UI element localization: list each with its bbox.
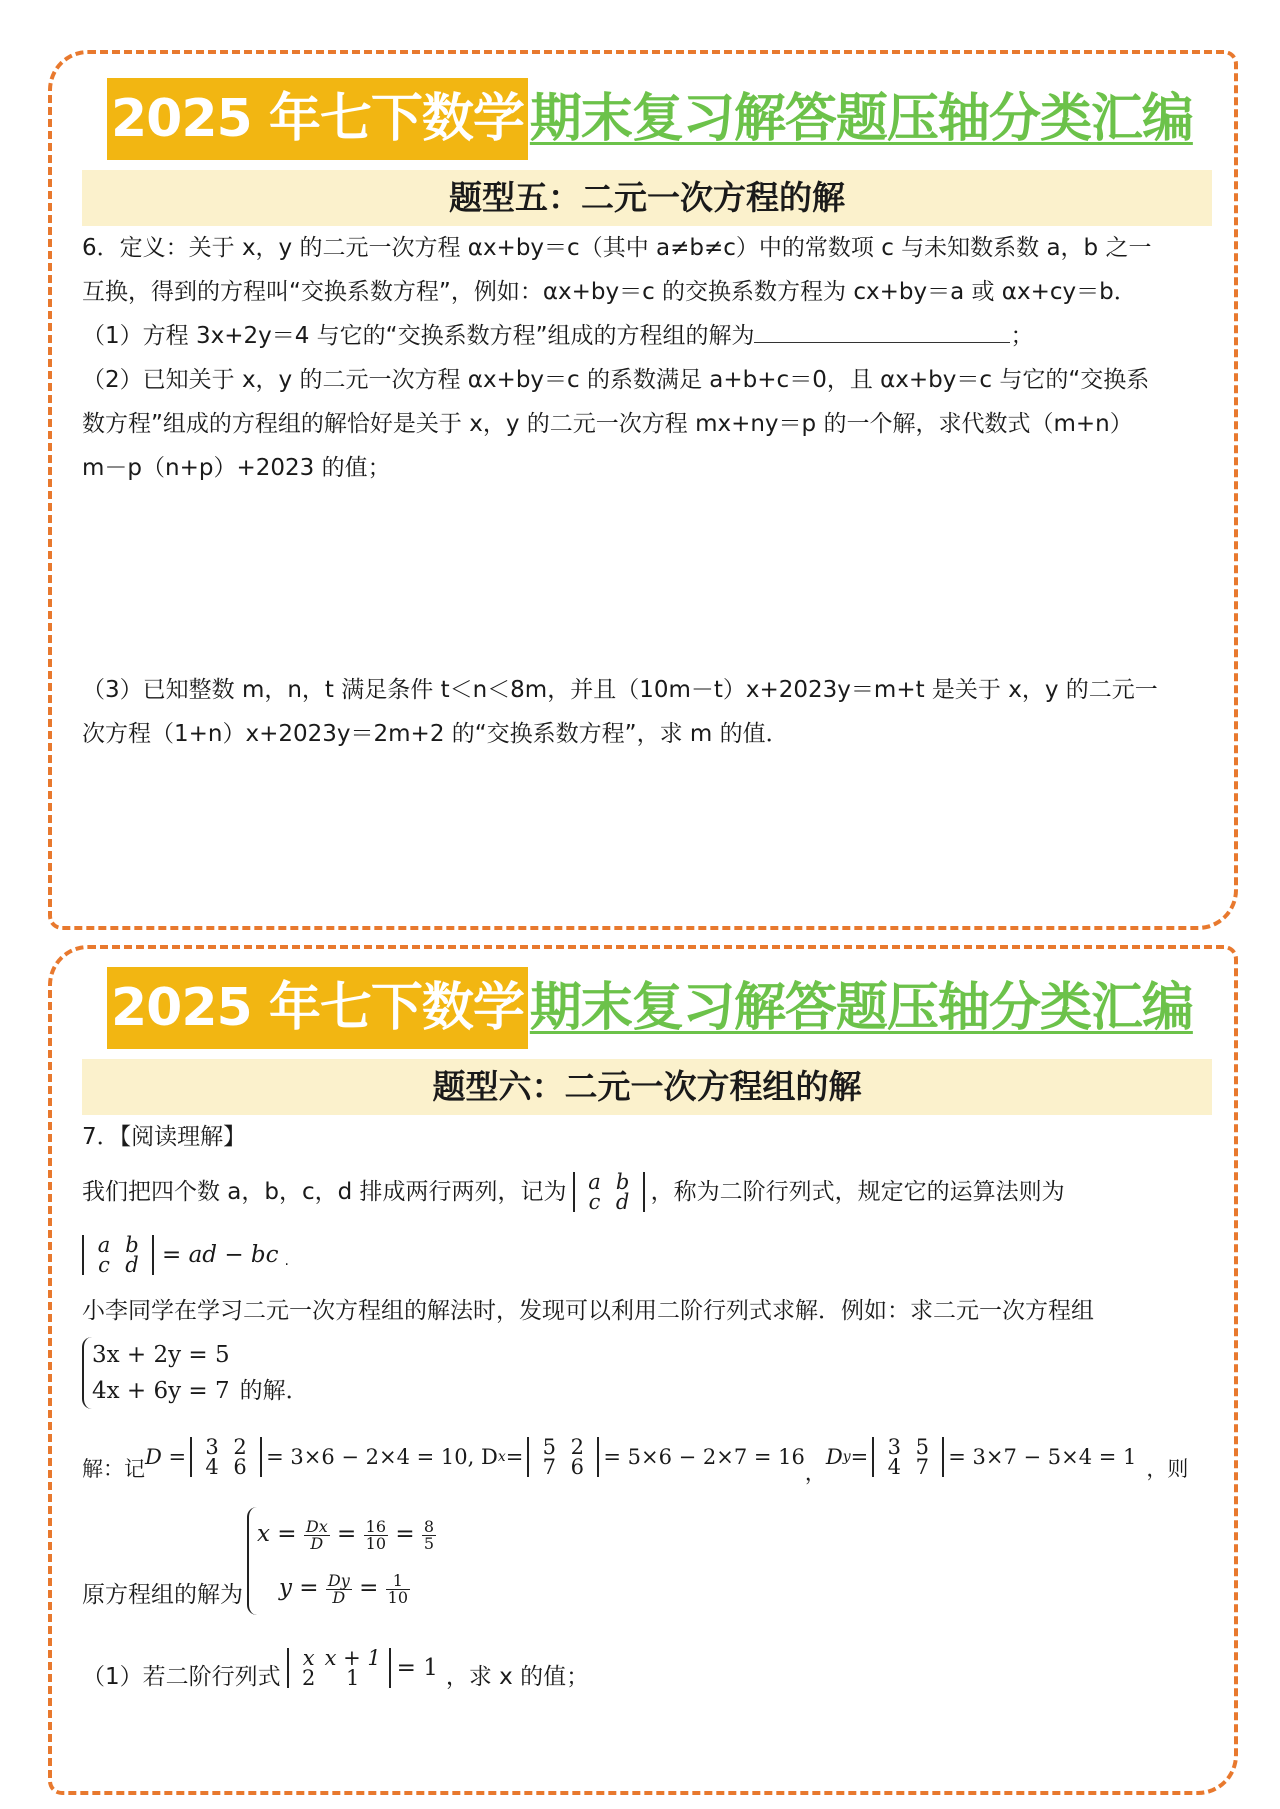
q6-part3-line2: 次方程（1+n）x+2023y＝2m+2 的“交换系数方程”，求 m 的值． bbox=[82, 721, 789, 747]
answer-blank[interactable] bbox=[754, 316, 1010, 343]
q6-part1-text: （1）方程 3x+2y＝4 与它的“交换系数方程”组成的方程组的解为 bbox=[82, 323, 755, 349]
Dy-calc: = 3×7 − 5×4 = 1 bbox=[948, 1445, 1137, 1469]
q7-method-line: 小李同学在学习二元一次方程组的解法时，发现可以利用二阶行列式求解．例如：求二元一次方程组 bbox=[82, 1298, 1094, 1324]
x-lhs: x = bbox=[257, 1521, 297, 1547]
det-cell: 6 bbox=[233, 1455, 247, 1479]
question-card-5 bbox=[48, 50, 1238, 930]
determinant-abcd-rule bbox=[82, 1235, 154, 1275]
solution-system bbox=[247, 1507, 436, 1615]
det-cell: 3 bbox=[887, 1435, 901, 1459]
Dx-eq: = bbox=[505, 1445, 524, 1469]
rule-dot: . bbox=[284, 1253, 289, 1269]
D-label: D = bbox=[145, 1445, 187, 1469]
q6-part1-suffix: ； bbox=[1010, 323, 1034, 349]
q7-definition-line bbox=[82, 1157, 1217, 1227]
frac-num: 16 bbox=[365, 1516, 386, 1536]
x-solution bbox=[257, 1507, 436, 1561]
q6-line1: 6．定义：关于 x，y 的二元一次方程 αx+by＝c（其中 a≠b≠c）中的常数项 c 与未知数系数 a，b 之一 bbox=[82, 235, 1152, 261]
part1-rhs: = 1 bbox=[396, 1655, 438, 1681]
q7-heading: 7．【阅读理解】 bbox=[82, 1124, 247, 1150]
eq-sign: = bbox=[395, 1521, 415, 1547]
det-cell: 4 bbox=[887, 1455, 901, 1479]
y-lhs: y = bbox=[279, 1575, 319, 1601]
determinant-Dy bbox=[872, 1437, 944, 1477]
det-cell: d bbox=[615, 1190, 630, 1214]
frac-num: Dx bbox=[305, 1516, 328, 1536]
example-system bbox=[82, 1333, 1217, 1413]
eq-sign: = bbox=[359, 1575, 379, 1601]
solution-system-line bbox=[82, 1501, 1217, 1621]
q6-line2: 互换，得到的方程叫“交换系数方程”，例如：αx+by＝c 的交换系数方程为 cx+by＝a 或 αx+cy＝b． bbox=[82, 279, 1137, 305]
frac-8-5 bbox=[422, 1516, 436, 1553]
det-cell: x + 1 bbox=[324, 1646, 381, 1670]
Dy-eq: = bbox=[850, 1445, 869, 1469]
system-tail: 的解． bbox=[239, 1378, 309, 1404]
det-cell: a bbox=[588, 1170, 601, 1194]
determinant-rule bbox=[82, 1227, 1217, 1283]
q6-part3-line1: （3）已知整数 m，n，t 满足条件 t＜n＜8m，并且（10m－t）x+2023y＝m+t 是关于 x，y 的二元一 bbox=[82, 677, 1158, 703]
det-cell: 4 bbox=[205, 1455, 219, 1479]
Dy-label: D bbox=[825, 1445, 843, 1469]
det-cell: x bbox=[302, 1646, 315, 1670]
frac-den: 10 bbox=[365, 1533, 386, 1553]
det-cell: d bbox=[125, 1253, 139, 1277]
then-text: ，则 bbox=[1146, 1457, 1189, 1481]
header-title-rest: 期末复习解答题压轴分类汇编 bbox=[529, 978, 1193, 1038]
det-cell: c bbox=[98, 1253, 110, 1277]
det-cell: 7 bbox=[915, 1455, 929, 1479]
determinant-part1 bbox=[287, 1648, 391, 1688]
q6-part2-line2: 数方程”组成的方程组的解恰好是关于 x，y 的二元一次方程 mx+ny＝p 的一个解，求代数式（m+n） bbox=[82, 411, 1133, 437]
Dy-sub: y bbox=[842, 1449, 851, 1465]
frac-den: D bbox=[332, 1587, 346, 1607]
frac-Dy-D bbox=[326, 1570, 352, 1607]
det-cell: a bbox=[97, 1233, 111, 1257]
det-cell: 1 bbox=[345, 1666, 360, 1690]
frac-den: 10 bbox=[387, 1587, 409, 1607]
frac-num: 8 bbox=[423, 1516, 435, 1536]
determinant-Dx bbox=[527, 1437, 599, 1477]
determinant-D bbox=[190, 1437, 262, 1477]
rule-rhs: = ad − bc bbox=[162, 1242, 279, 1268]
y-solution bbox=[257, 1561, 436, 1615]
Dx-calc: = 5×6 − 2×7 = 16 bbox=[603, 1445, 805, 1469]
question-card-6 bbox=[48, 945, 1238, 1795]
q6-part1 bbox=[82, 314, 1217, 358]
comma: ， bbox=[804, 1461, 826, 1485]
det-cell: 6 bbox=[570, 1455, 585, 1479]
q7-def-text-a: 我们把四个数 a，b，c，d 排成两行两列，记为 bbox=[82, 1179, 567, 1205]
frac-16-10 bbox=[364, 1516, 388, 1553]
section-title-5: 题型五：二元一次方程的解 bbox=[82, 170, 1212, 226]
det-cell: b bbox=[125, 1233, 139, 1257]
header-title-highlight: 2025 年七下数学 bbox=[107, 967, 528, 1049]
q7-part1-suffix: ，求 x 的值； bbox=[445, 1664, 590, 1690]
system-eq2: 4x + 6y = 7 bbox=[92, 1378, 230, 1404]
det-cell: 3 bbox=[205, 1435, 219, 1459]
orig-solution-text: 原方程组的解为 bbox=[82, 1582, 243, 1608]
q7-part1 bbox=[82, 1633, 1217, 1703]
D-calc: = 3×6 − 2×4 = 10, D bbox=[266, 1445, 498, 1469]
q7-part1-prefix: （1）若二阶行列式 bbox=[82, 1664, 281, 1690]
q7-def-text-b: ，称为二阶行列式，规定它的运算法则为 bbox=[650, 1179, 1065, 1205]
q6-part2-line1: （2）已知关于 x，y 的二元一次方程 αx+by＝c 的系数满足 a+b+c＝0，且 αx+by＝c 与它的“交换系 bbox=[82, 367, 1150, 393]
frac-Dx-D bbox=[304, 1516, 330, 1553]
solution-prefix: 解：记 bbox=[82, 1457, 145, 1481]
system-eq1: 3x + 2y = 5 bbox=[92, 1342, 230, 1368]
frac-num: 1 bbox=[386, 1573, 410, 1590]
det-cell: 2 bbox=[233, 1435, 247, 1459]
q6-part2-line3: m－p（n+p）+2023 的值； bbox=[82, 455, 391, 481]
frac-1-10 bbox=[386, 1570, 410, 1607]
frac-num: Dy bbox=[327, 1570, 350, 1590]
det-cell: 5 bbox=[542, 1435, 557, 1459]
det-cell: b bbox=[615, 1170, 630, 1194]
header-title-highlight: 2025 年七下数学 bbox=[107, 78, 528, 160]
det-cell: 2 bbox=[570, 1435, 585, 1459]
determinant-abcd bbox=[573, 1172, 645, 1212]
det-cell: 5 bbox=[915, 1435, 929, 1459]
header-title bbox=[107, 78, 1193, 160]
header-title bbox=[107, 967, 1193, 1049]
equation-system bbox=[82, 1337, 230, 1409]
solution-determinants bbox=[82, 1417, 1217, 1497]
section-title-6: 题型六：二元一次方程组的解 bbox=[82, 1059, 1212, 1115]
det-cell: c bbox=[588, 1190, 601, 1214]
Dx-sub: x bbox=[497, 1449, 506, 1465]
eq-sign: = bbox=[337, 1521, 357, 1547]
det-cell: 2 bbox=[301, 1666, 316, 1690]
frac-den: D bbox=[310, 1533, 324, 1553]
det-cell: 7 bbox=[542, 1455, 557, 1479]
header-title-rest: 期末复习解答题压轴分类汇编 bbox=[529, 89, 1193, 149]
frac-den: 5 bbox=[423, 1533, 435, 1553]
